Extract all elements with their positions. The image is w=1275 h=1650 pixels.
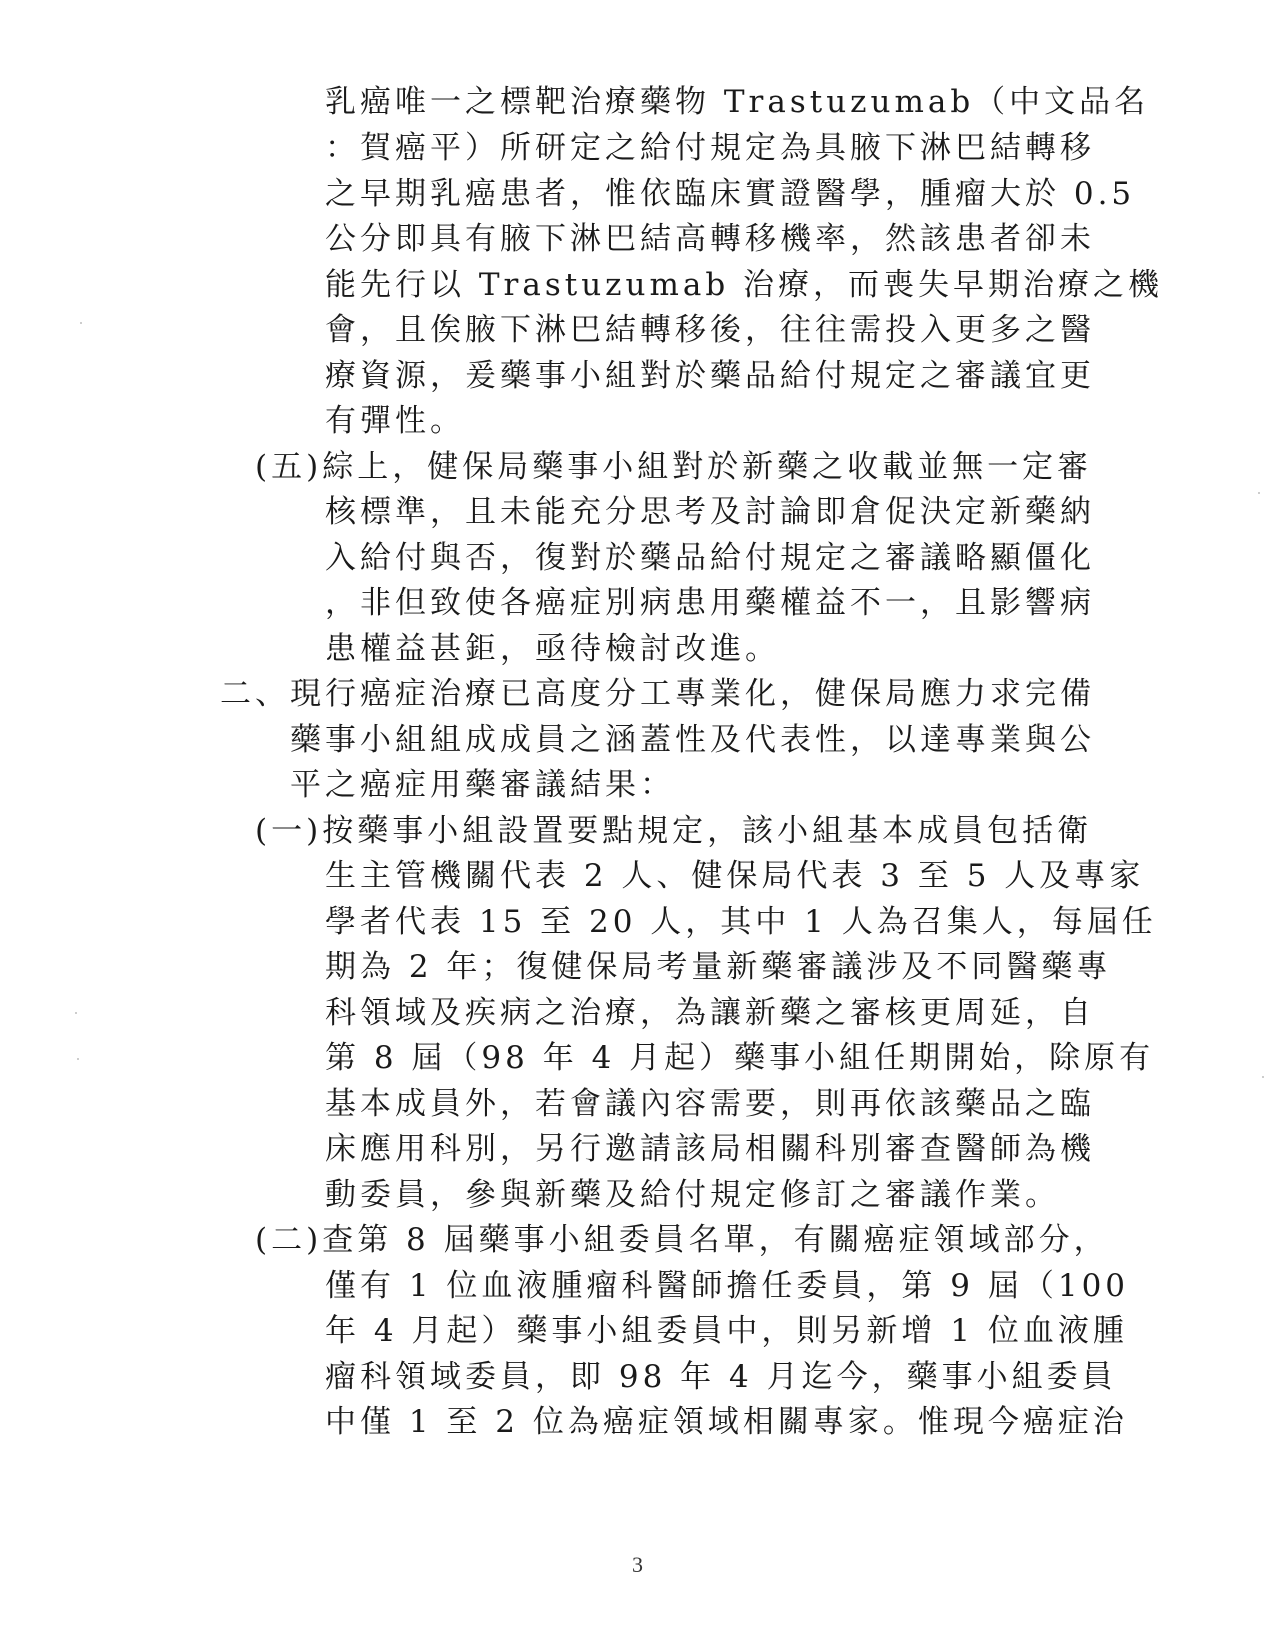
text-line: 藥事小組組成成員之涵蓋性及代表性，以達專業與公: [290, 722, 1095, 758]
subsection-heading-1: (一)按藥事小組設置要點規定，該小組基本成員包括衛: [255, 813, 1093, 849]
text-line: 中僅 1 至 2 位為癌症領域相關專家。惟現今癌症治: [325, 1404, 1128, 1440]
text-line: 期為 2 年；復健保局考量新藥審議涉及不同醫藥專: [325, 949, 1112, 985]
scan-speck: [1258, 492, 1260, 494]
text-line: 僅有 1 位血液腫瘤科醫師擔任委員，第 9 屆（100: [325, 1268, 1130, 1304]
scan-speck: [80, 322, 82, 324]
scan-speck: [1262, 1076, 1264, 1078]
text-line: 之早期乳癌患者，惟依臨床實證醫學，腫瘤大於 0.5: [325, 176, 1136, 212]
text-line: 床應用科別，另行邀請該局相關科別審查醫師為機: [325, 1131, 1095, 1167]
text-line: 動委員，參與新藥及給付規定修訂之審議作業。: [325, 1177, 1060, 1213]
text-line: ，非但致使各癌症別病患用藥權益不一，且影響病: [325, 585, 1095, 621]
text-line: 乳癌唯一之標靶治療藥物 Trastuzumab（中文品名: [325, 84, 1150, 120]
text-line: 基本成員外，若會議內容需要，則再依該藥品之臨: [325, 1086, 1095, 1122]
page-number: 3: [632, 1552, 643, 1577]
text-line: 能先行以 Trastuzumab 治療，而喪失早期治療之機: [325, 267, 1164, 303]
text-line: 會，且俟腋下淋巴結轉移後，往往需投入更多之醫: [325, 312, 1095, 348]
text-line: 年 4 月起）藥事小組委員中，則另新增 1 位血液腫: [325, 1313, 1128, 1349]
scan-speck: [77, 1058, 79, 1060]
text-line: 患權益甚鉅，亟待檢討改進。: [325, 631, 780, 667]
subsection-heading-5: (五)綜上，健保局藥事小組對於新藥之收載並無一定審: [255, 449, 1093, 485]
text-line: 瘤科領域委員，即 98 年 4 月迄今，藥事小組委員: [325, 1359, 1117, 1395]
text-line: 第 8 屆（98 年 4 月起）藥事小組任期開始，除原有: [325, 1040, 1155, 1076]
text-line: 平之癌症用藥審議結果：: [290, 767, 675, 803]
text-line: 療資源，爰藥事小組對於藥品給付規定之審議宜更: [325, 358, 1095, 394]
text-line: ：賀癌平）所研定之給付規定為具腋下淋巴結轉移: [325, 130, 1095, 166]
text-line: 核標準，且未能充分思考及討論即倉促決定新藥納: [325, 494, 1095, 530]
text-line: 入給付與否，復對於藥品給付規定之審議略顯僵化: [325, 540, 1095, 576]
text-line: 生主管機關代表 2 人、健保局代表 3 至 5 人及專家: [325, 858, 1145, 894]
text-line: 有彈性。: [325, 403, 465, 439]
section-heading-2: 二、現行癌症治療已高度分工專業化，健保局應力求完備: [220, 676, 1095, 712]
text-line: 公分即具有腋下淋巴結高轉移機率，然該患者卻未: [325, 221, 1095, 257]
scan-speck: [75, 1012, 77, 1014]
text-line: 科領域及疾病之治療，為讓新藥之審核更周延，自: [325, 995, 1095, 1031]
subsection-heading-2: (二)查第 8 屆藥事小組委員名單，有關癌症領域部分，: [255, 1222, 1109, 1258]
text-line: 學者代表 15 至 20 人，其中 1 人為召集人，每屆任: [325, 904, 1157, 940]
